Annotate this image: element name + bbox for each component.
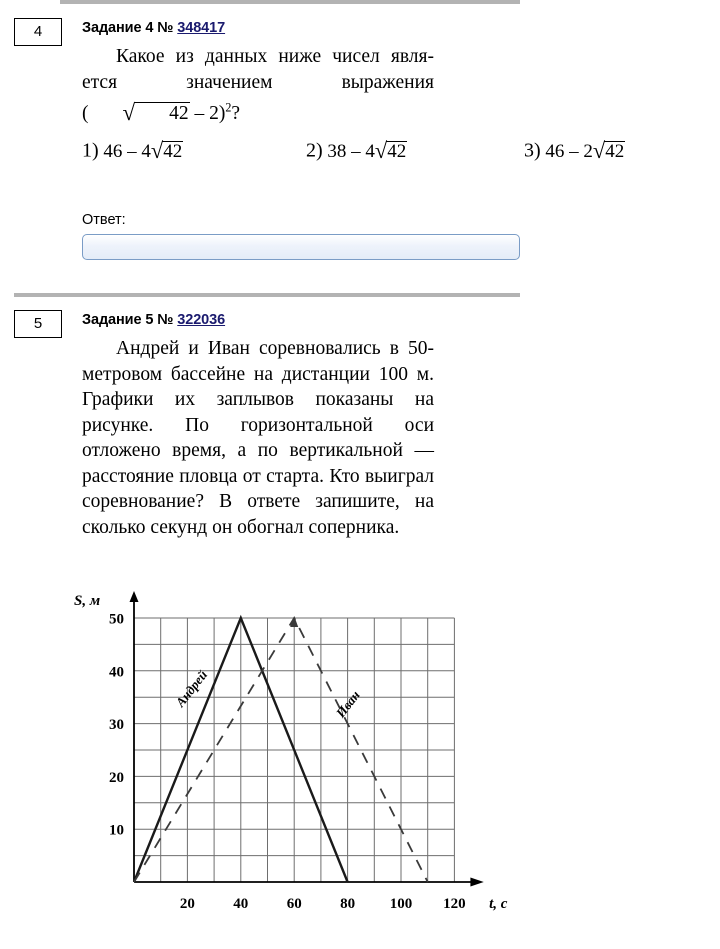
y-axis-title: S, м <box>74 593 101 609</box>
option-3-lead: 46 – 2 <box>545 140 593 162</box>
option-3-sqrt <box>593 138 625 164</box>
radical-sign: √ <box>150 138 164 163</box>
option-1-value <box>103 138 183 163</box>
option-2[interactable] <box>306 138 407 164</box>
option-1[interactable] <box>82 138 183 164</box>
expr-close-paren: ) <box>218 102 226 124</box>
option-1-radicand: 42 <box>163 140 183 162</box>
x-axis-title: t, с <box>489 896 508 912</box>
x-tick-label: 40 <box>233 896 249 912</box>
task-heading-5 <box>82 312 225 328</box>
task-statement-5: Андрей и Иван соревновались в 50-метровом бассейне на дистанции 100 м. Графики их заплывов показаны на рисунке. По горизонтальной оси отложено время, а по вертикальной — расстояние пловца от старта. Кто выиграл соревнование? В ответе запишите, на сколько секунд он обогнал соперника. <box>82 338 434 538</box>
x-tick-label: 120 <box>443 896 466 912</box>
chart-tick-labels <box>109 612 466 913</box>
task-heading-4 <box>82 20 225 36</box>
radical-sign: √ <box>122 98 136 125</box>
top-divider <box>60 0 520 4</box>
expr-exponent: 2 <box>225 100 232 114</box>
option-3-value <box>545 138 625 163</box>
option-1-label: 1) <box>82 139 99 162</box>
chart-svg <box>60 572 510 942</box>
answer-label-4: Ответ: <box>82 212 126 228</box>
sqrt-expression <box>89 100 190 126</box>
y-tick-label: 50 <box>109 611 124 628</box>
y-tick-label: 10 <box>109 822 124 839</box>
task-number-box-4: 4 <box>14 18 62 46</box>
option-1-sqrt <box>151 138 183 164</box>
option-2-label: 2) <box>306 139 323 162</box>
series-label-1: Андрей <box>172 667 211 710</box>
y-tick-label: 30 <box>109 717 124 734</box>
radical-sign: √ <box>374 138 388 163</box>
task-heading-prefix: Задание 4 № <box>82 20 178 36</box>
y-tick-label: 20 <box>109 769 124 786</box>
task-id-link-4[interactable]: 348417 <box>177 20 226 36</box>
expr-open-paren: ( <box>82 102 89 124</box>
radical-sign: √ <box>592 138 606 163</box>
x-tick-label: 80 <box>340 896 356 912</box>
option-2-sqrt <box>375 138 407 164</box>
option-3-label: 3) <box>524 139 541 162</box>
y-axis-arrow <box>130 591 139 602</box>
answer-input-4[interactable] <box>82 234 520 260</box>
statement-line-2: ется значением выражения <box>82 71 434 93</box>
task-statement-4 <box>82 44 434 126</box>
task-expression-4 <box>82 98 241 125</box>
series-label-2: Иван <box>332 687 363 721</box>
chart-axes <box>130 591 484 887</box>
option-2-value <box>327 138 407 163</box>
option-1-lead: 46 – 4 <box>103 140 151 162</box>
x-tick-label: 100 <box>389 896 413 912</box>
option-2-radicand: 42 <box>387 140 407 162</box>
x-tick-label: 20 <box>179 896 195 912</box>
x-tick-label: 60 <box>286 896 302 912</box>
expr-question-mark: ? <box>231 102 241 124</box>
expr-minus-two: – 2 <box>189 102 219 124</box>
task-heading-prefix: Задание 5 № <box>82 312 178 328</box>
option-3-radicand: 42 <box>605 140 625 162</box>
task-number-box-5: 5 <box>14 310 62 338</box>
answer-options-4 <box>82 138 672 168</box>
task-id-link-5[interactable]: 322036 <box>177 312 226 328</box>
swim-race-chart <box>60 572 510 942</box>
radicand: 42 <box>134 102 190 124</box>
section-divider <box>14 293 520 297</box>
x-axis-arrow <box>470 878 483 887</box>
option-3[interactable] <box>524 138 625 164</box>
y-tick-label: 40 <box>109 664 124 681</box>
statement-line-1: Какое из данных ниже чисел явля- <box>116 46 434 67</box>
option-2-lead: 38 – 4 <box>327 140 375 162</box>
chart-series <box>134 616 428 882</box>
chart-axis-labels <box>74 593 508 912</box>
